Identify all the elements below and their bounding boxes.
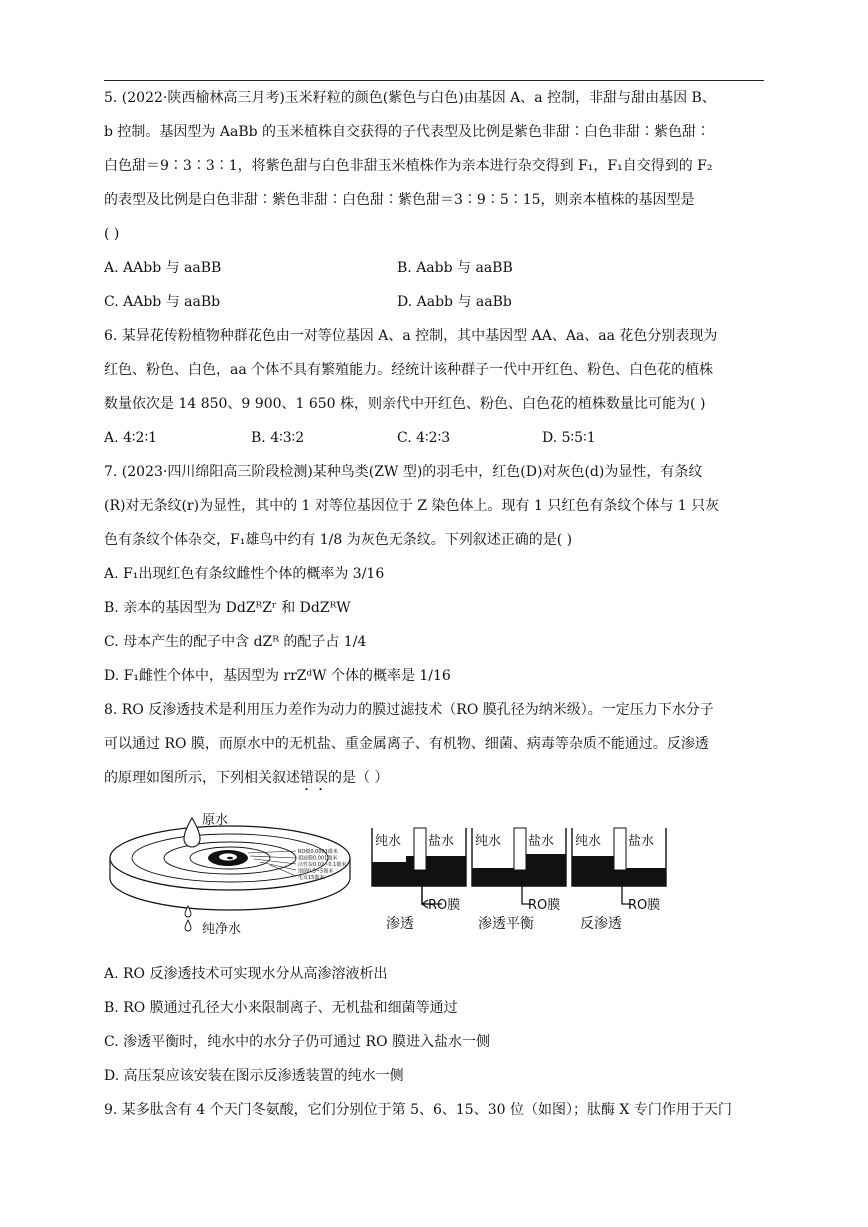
q7-option-b[interactable]: B. 亲本的基因型为 DdZᴿZʳ 和 DdZᴿW — [104, 600, 351, 616]
raw-water-drop-icon — [184, 818, 200, 847]
q5-option-b[interactable]: B. Aabb 与 aaBB — [397, 260, 513, 276]
q7-option-c[interactable]: C. 母本产生的配子中含 dZᴿ 的配子占 1/4 — [104, 634, 367, 650]
membrane-label-3: RO膜 — [628, 898, 661, 913]
q8-option-d[interactable]: D. 高压泵应该安装在图示反渗透装置的纯水一侧 — [104, 1068, 404, 1084]
q7-option-a[interactable]: A. F₁出现红色有条纹雌性个体的概率为 3/16 — [104, 566, 385, 582]
q5-answer-bracket: ( ) — [104, 226, 120, 242]
q6-line2: 红色、粉色、白色，aa 个体不具有繁殖能力。经统计该种群子一代中开红色、粉色、白色花的植株 — [104, 362, 714, 378]
container-reverse-osmosis — [572, 828, 666, 932]
caption-osmosis: 渗透 — [386, 916, 414, 932]
layer-label-5: 毛发15微米 — [298, 875, 325, 881]
ro-osmosis-figure — [100, 800, 700, 950]
q8-line3 — [104, 761, 768, 795]
q5-line3: 白色甜＝9∶3∶3∶1，将紫色甜与白色非甜玉米植株作为亲本进行杂交得到 F₁，F₁自交得到的 F₂ — [104, 158, 713, 174]
raw-water-label: 原水 — [202, 813, 229, 828]
q6-option-c[interactable]: C. 4∶2∶3 — [397, 430, 451, 446]
q8-line2: 可以通过 RO 膜，而原水中的无机盐、重金属离子、有机物、细菌、病毒等杂质不能通过。反渗透 — [104, 736, 709, 752]
layer-label-2: 超滤膜0.001微米 — [298, 855, 338, 862]
q8-line1: 8. RO 反渗透技术是利用压力差作为动力的膜过滤技术（RO 膜孔径为纳米级）。一定压力下水分子 — [104, 702, 714, 718]
ro-membrane-disk — [110, 812, 350, 937]
pure-water-drops-icon — [185, 906, 191, 931]
q6-option-d[interactable]: D. 5∶5∶1 — [542, 430, 596, 446]
q8-option-b[interactable]: B. RO 膜通过孔径大小来限制离子、无机盐和细菌等通过 — [104, 1000, 458, 1016]
q5-option-c[interactable]: C. AAbb 与 aaBb — [104, 294, 221, 310]
q5-line2: b 控制。基因型为 AaBb 的玉米植株自交获得的子代表型及比例是紫色非甜∶白色非甜∶紫色甜∶ — [104, 124, 711, 140]
q6-line1: 6. 某异花传粉植物种群花色由一对等位基因 A、a 控制，其中基因型 AA、Aa、aa 花色分别表现为 — [104, 328, 718, 344]
q8-option-c[interactable]: C. 渗透平衡时，纯水中的水分子仍可通过 RO 膜进入盐水一侧 — [104, 1034, 491, 1050]
q7-option-d[interactable]: D. F₁雌性个体中，基因型为 rrZᵈW 个体的概率是 1/16 — [104, 668, 451, 684]
q5-line1: 5. (2022·陕西榆林高三月考)玉米籽粒的颜色(紫色与白色)由基因 A、a 控制，非甜与甜由基因 B、 — [104, 90, 716, 106]
layer-label-1: RO膜0.0001微米 — [298, 849, 338, 855]
q5-line4: 的表型及比例是白色非甜∶紫色非甜∶白色甜∶紫色甜＝3∶9∶5∶15，则亲本植株的基因型是 — [104, 192, 695, 208]
pure-label-3: 纯水 — [575, 834, 602, 849]
q7-line2: (R)对无条纹(r)为显性，其中的 1 对等位基因位于 Z 染色体上。现有 1 只红色有条纹个体与 1 只灰 — [104, 498, 720, 514]
q5-option-d[interactable]: D. Aabb 与 aaBb — [397, 294, 512, 310]
pure-water-label: 纯净水 — [202, 922, 242, 937]
container-osmosis — [372, 828, 466, 932]
caption-equilibrium: 渗透平衡 — [478, 916, 534, 932]
q6-line3: 数量依次是 14 850、9 900、1 650 株，则亲代中开红色、粉色、白色花的植株数量比可能为( ) — [104, 396, 706, 412]
membrane-label-1: RO膜 — [428, 898, 461, 913]
q8-option-a[interactable]: A. RO 反渗透技术可实现水分从高渗溶液析出 — [104, 966, 388, 982]
salt-label-3: 盐水 — [628, 834, 655, 849]
layer-label-3: 活性炭0.02~0.1微米 — [298, 862, 347, 868]
salt-label-1: 盐水 — [428, 834, 455, 849]
pure-label-2: 纯水 — [475, 834, 502, 849]
pure-label-1: 纯水 — [375, 834, 402, 849]
q6-option-b[interactable]: B. 4∶3∶2 — [251, 430, 305, 446]
q6-option-a[interactable]: A. 4∶2∶1 — [104, 430, 158, 446]
q9-line1: 9. 某多肽含有 4 个天门冬氨酸，它们分别位于第 5、6、15、30 位（如图）；肽酶 X 专门作用于天门 — [104, 1102, 732, 1118]
membrane-label-2: RO膜 — [528, 898, 561, 913]
q8-line3-pre: 的原理如图所示，下列相关叙述 — [104, 770, 300, 786]
salt-label-2: 盐水 — [528, 834, 555, 849]
q5-option-a[interactable]: A. AAbb 与 aaBB — [104, 260, 222, 276]
q7-line3: 色有条纹个体杂交，F₁雄鸟中约有 1/8 为灰色无条纹。下列叙述正确的是( ) — [104, 532, 573, 548]
q8-line3-post: 的是（ ） — [328, 770, 389, 786]
q7-line1: 7. (2023·四川绵阳高三阶段检测)某种鸟类(ZW 型)的羽毛中，红色(D)对灰色(d)为显性，有条纹 — [104, 464, 703, 480]
container-equilibrium — [472, 828, 566, 932]
caption-reverse-osmosis: 反渗透 — [580, 916, 622, 932]
q8-line3-emphasis: 错误 — [300, 770, 328, 786]
layer-label-4: 细菌0.5~5微米 — [298, 868, 334, 875]
